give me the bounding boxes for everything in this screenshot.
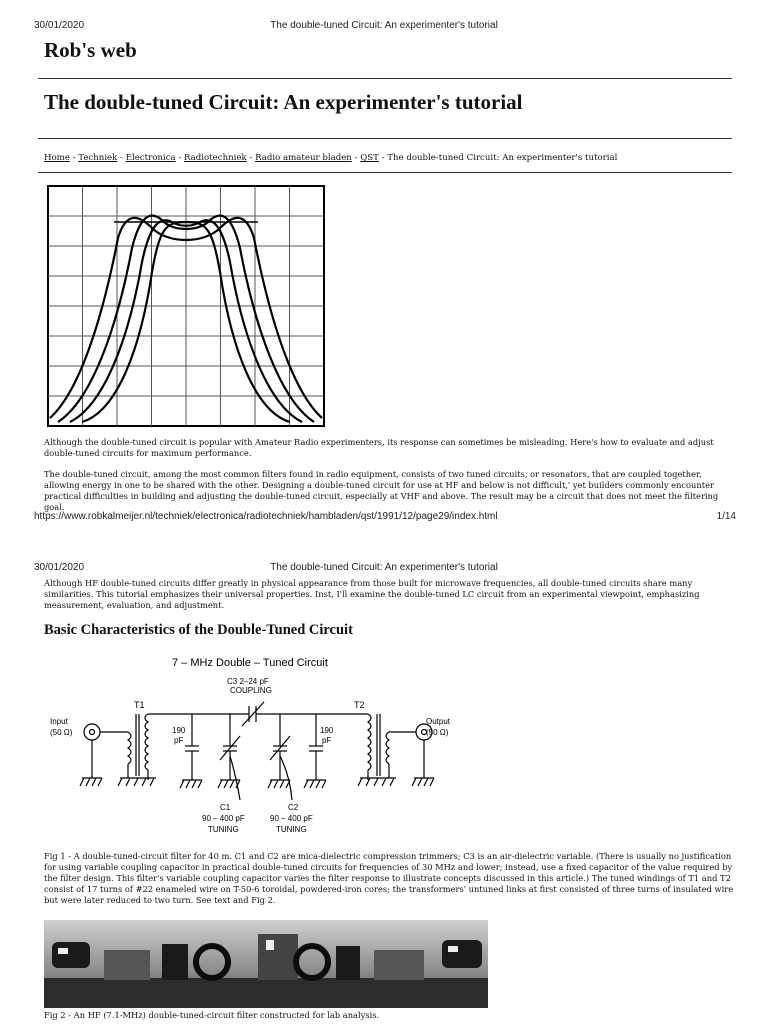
print-date: 30/01/2020: [34, 562, 85, 573]
print-url: https://www.robkalmeijer.nl/techniek/electronica/radiotechniek/hambladen/qst/1991/12/page29/index.html: [34, 511, 498, 522]
breadcrumb-link-radio-amateur-bladen[interactable]: Radio amateur bladen: [255, 153, 352, 163]
cap-left-value: 190: [172, 726, 186, 735]
divider: [38, 138, 732, 139]
fig2-caption: Fig 2 - An HF (7.1-MHz) double-tuned-circuit filter constructed for lab analysis.: [44, 1010, 380, 1020]
c2-role: TUNING: [276, 825, 307, 834]
breadcrumb-separator: -: [378, 153, 388, 163]
print-date: 30/01/2020: [34, 20, 85, 31]
breadcrumb-separator: -: [351, 153, 361, 163]
c1-value: 90 – 400 pF: [202, 814, 245, 823]
c3-value-label: C3 2–24 pF: [227, 677, 269, 686]
print-title: The double-tuned Circuit: An experimenter's tutorial: [270, 562, 498, 573]
output-label: Output: [426, 717, 451, 726]
cap-right-value: 190: [320, 726, 334, 735]
input-label: Input: [50, 717, 68, 726]
body-paragraph: The double-tuned circuit, among the most common filters found in radio equipment, consists of two tuned circuits, or resonators, that are coupled together, allowing energy in one to be shared with the other. Designing a double-tuned circuit for use at HF and below is not difficult,' yet builders commonly encounter practical difficulties in building and adjusting the double-tuned circuit, especially at VHF and above. The result may be a circuit that does not meet the filtering goal.: [44, 469, 719, 512]
divider: [38, 172, 732, 173]
c3-role-label: COUPLING: [230, 686, 272, 695]
t2-label: T2: [354, 700, 365, 710]
fig1-caption: Fig 1 - A double-tuned-circuit filter for 40 m. C1 and C2 are mica-dielectric compression trimmers; C3 is an air-dielectric variable. (There is usually no justification for using variable coupling capacitor in practical double-tuned circuits for frequencies of 30 MHz and lower; instead, use a fixed capacitor of the value required by the filter design. This filter's variable coupling capacitor varies the filter response to illustrate concepts discussed in this article.) The tuned windings of T1 and T2 consist of 17 turns of #22 enameled wire on T-50-6 toroidal, powdered-iron cores; the transformers' untuned links at first consisted of three turns of insulated wire but were later reduced to two turn. See text and Fig 2.: [44, 851, 734, 905]
c1-name: C1: [220, 803, 231, 812]
circuit-wiring: [84, 702, 432, 800]
breadcrumb-separator: -: [175, 153, 184, 163]
ground-symbols: [80, 778, 434, 788]
divider: [38, 78, 732, 79]
c2-value: 90 – 400 pF: [270, 814, 313, 823]
response-curve-figure: [44, 182, 330, 430]
breadcrumb-separator: -: [246, 153, 256, 163]
breadcrumb-link-qst[interactable]: QST: [360, 153, 379, 163]
cap-right-unit: pF: [322, 736, 332, 745]
c1-role: TUNING: [208, 825, 239, 834]
output-impedance: (50 Ω): [426, 728, 449, 737]
intro-paragraph: Although the double-tuned circuit is popular with Amateur Radio experimenters, its response can sometimes be misleading. Here's how to evaluate and adjust double-tuned circuits for maximum performance.: [44, 437, 714, 458]
breadcrumb-current: The double-tuned Circuit: An experimenter's tutorial: [387, 153, 618, 163]
page-title: The double-tuned Circuit: An experimenter's tutorial: [44, 90, 523, 114]
body-paragraph: Although HF double-tuned circuits differ greatly in physical appearance from those built for microwave frequencies, all double-tuned circuits share many similarities. This tutorial emphasizes their universal properties. Inst, I'll examine the double-tuned LC circuit from an experimental viewpoint, emphasizing measurement, evaluation, and adjustment.: [44, 578, 700, 610]
breadcrumb-separator: -: [69, 153, 79, 163]
page-number: 1/14: [716, 511, 736, 522]
section-heading: Basic Characteristics of the Double-Tuned Circuit: [44, 622, 353, 638]
c2-name: C2: [288, 803, 299, 812]
filter-photo: [44, 920, 488, 1008]
breadcrumb-link-electronica[interactable]: Electronica: [125, 153, 176, 163]
breadcrumb-link-radiotechniek[interactable]: Radiotechniek: [184, 153, 247, 163]
circuit-title: 7 – MHz Double – Tuned Circuit: [172, 657, 328, 669]
site-title[interactable]: Rob's web: [44, 38, 137, 62]
breadcrumb-separator: -: [117, 153, 126, 163]
circuit-schematic: [44, 650, 474, 840]
breadcrumb-link-home[interactable]: Home: [44, 153, 70, 163]
print-title: The double-tuned Circuit: An experimenter's tutorial: [270, 20, 498, 31]
breadcrumb-link-techniek[interactable]: Techniek: [78, 153, 118, 163]
input-impedance: (50 Ω): [50, 728, 73, 737]
breadcrumb: [44, 153, 617, 163]
cap-left-unit: pF: [174, 736, 184, 745]
t1-label: T1: [134, 700, 145, 710]
